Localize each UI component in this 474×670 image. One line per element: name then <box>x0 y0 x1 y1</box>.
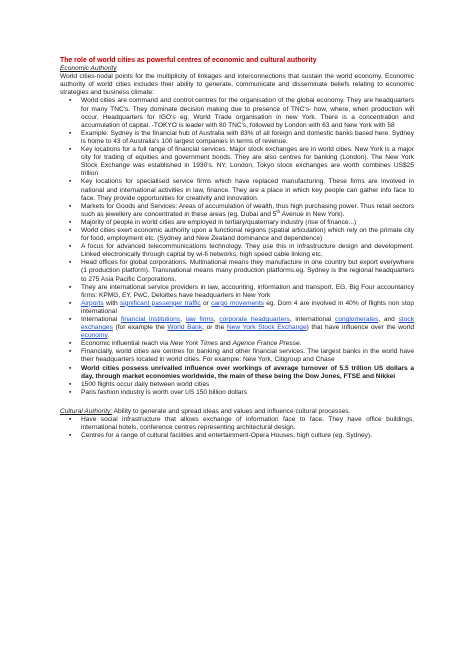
international-text: , international <box>289 316 336 323</box>
list-item: ▪ World cities exert economic authority upon a functional regions (spatial articulation) which rely on the primate city for food, employment etc. (Sydney and New Zealand dominance and dependence) <box>81 227 414 243</box>
influential-text: and <box>217 340 233 348</box>
list-item: ▪ Paris fashion industry is worth over US 150 billion dollars <box>81 389 414 397</box>
economic-authority-heading: Economic Authority <box>60 65 117 73</box>
law-firms-link[interactable]: law firms <box>185 316 214 323</box>
corporate-headquarters-link[interactable]: corporate headquarters <box>219 316 290 323</box>
list-item: ▪ Example: Sydney is the financial hub of Australia with 83% of all foreign and domestic banks based here. Sydney is home to 43 of Australia's 100 largest companies in terms of revenue. <box>81 130 414 146</box>
list-item: ▪ 1500 flights occur daily between world cities <box>81 381 414 389</box>
economic-intro: World cities-nodal points for the multiplicity of linkages and interconnections that sustain the world economy. Economic authority of world cities includes their ability to generate, communicate and disseminate beliefs relating to economic strategies and business climate: <box>60 73 414 97</box>
airports-link[interactable]: Airports <box>81 299 104 307</box>
cultural-authority-heading: Cultural Authority: <box>60 407 113 415</box>
list-item: ▪ A focus for advanced telecommunications technology. They use this in infrastructure design and development. Linked electronically through capital by wi-fi networks, high speed cable linking etc. <box>81 243 414 259</box>
cultural-bullet-list <box>60 416 414 440</box>
list-item: ▪ Majority of people in world cities are employed in tertiary/quaternary industry (rise of finance...) <box>81 219 414 227</box>
international-text: . <box>107 332 110 340</box>
markets-text-pre: Markets for Goods and Services: Areas of accumulation of wealth, thus high purchasing power. Thus retail sectors such as jewellery are concentrated in these areas (eg. Dubai and 5 <box>81 202 414 218</box>
list-item <box>81 340 414 348</box>
airports-text: eg. Dom 4 are involved in 40% of flights non stop international <box>81 299 414 315</box>
list-item <box>81 203 414 219</box>
stock-exchanges-link[interactable]: stock exchanges <box>81 316 414 332</box>
list-item: ▪ Key locations for specialised service firms which have replaced manufacturing. These firms are involved in national and international activities in law, finance. They are a place in which key people can gather info face to face. They provide opportunities for creativity and innovation. <box>81 178 414 202</box>
international-text: International <box>81 316 122 323</box>
list-item: ▪ Head offices for global corporations. Multinational means they manufacture in one country but export everywhere (1 production platform). Transnational means many production platforms.eg. Sydney is the regional headquarters to 275 Asia Pacific Corporations. <box>81 259 414 283</box>
nyse-link[interactable]: New York Stock Exchange <box>226 324 307 332</box>
markets-text-post: Avenue in New York). <box>280 210 345 218</box>
airports-text: with <box>103 299 120 307</box>
list-item: ▪ Centres for a range of cultural facilities and entertainment-Opera Houses, high culture (eg. Sydney). <box>81 432 414 440</box>
influential-text: . <box>299 340 302 348</box>
list-item: ▪ Have social infrastructure that allows exchange of information face to face. They have office buildings, international hotels, conference centres representing architectural design. <box>81 416 414 432</box>
document-title: The role of world cities as powerful centres of economic and cultural authority <box>60 57 317 64</box>
cultural-authority-paragraph <box>60 408 414 416</box>
conglomerates-link[interactable]: conglomerates <box>335 316 379 323</box>
list-item <box>81 300 414 316</box>
international-text: (for example the <box>112 324 168 332</box>
cargo-movements-link[interactable]: cargo movements <box>211 299 264 307</box>
international-text: , <box>213 316 220 323</box>
nyt-title: New York Times <box>170 340 218 348</box>
international-text: , and <box>378 316 399 323</box>
cultural-intro: Ability to generate and spread ideas and values and influence cultural processes. <box>112 407 351 415</box>
international-text: , or the <box>202 324 227 332</box>
international-text: ) that have influence over the world <box>306 324 414 332</box>
list-item: ▪ World cities are command and control centres for the organisation of the global economy. They are headquarters for many TNC's. They dominate decision making due to presence of TNC's- how, where, when production will occur. Headquarters for IGO's eg. World Trade organisation in new York. There is a concentration and accumulation of capital. -TOKYO is leader with 80 TNC's, followed by London with 63 and New York with 58 <box>81 97 414 129</box>
list-item-bold: ▪ World cities possess unrivalled influence over workings of average turnover of 5.5 trillion US dollars a day, through market economies worldwide, the main of these being the Dow Jones, FTSE and Nikkei <box>81 365 414 381</box>
list-item: ▪ Financially, world cities are centres for banking and other financial services. The largest banks in the world have their headquarters located in world cities. For example: New York, Citigroup and Chase <box>81 348 414 364</box>
airports-text: or <box>200 299 212 307</box>
world-bank-link[interactable]: World Bank <box>167 324 203 332</box>
passenger-traffic-link[interactable]: significant passenger traffic <box>120 299 201 307</box>
financial-institutions-link[interactable]: financial institutions <box>121 316 181 323</box>
economy-link[interactable]: economy <box>81 332 108 340</box>
afp-title: Agence France Presse <box>232 340 300 348</box>
ordinal-suffix: th <box>276 208 281 214</box>
influential-text: Economic influential reach via <box>81 340 171 348</box>
international-text: , <box>180 316 186 323</box>
list-item <box>81 316 414 340</box>
list-item: ▪ Key locations for a full range of financial services. Major stock exchanges are in world cities. New York is a major city for trading of equities and government bonds. They are also centres for banking (London). The New York Stock Exchange was established in 1930's. NY, London, Tokyo stock exchanges are worth combines US$25 trillion <box>81 146 414 178</box>
economic-bullet-list <box>60 97 414 396</box>
list-item: ▪ They are international service providers in law, accounting, information and transport. EG. Big Four accountancy firms: KPMG, EY, PwC, Deloittes have headquarters in New York <box>81 284 414 300</box>
section-spacer <box>60 397 414 408</box>
